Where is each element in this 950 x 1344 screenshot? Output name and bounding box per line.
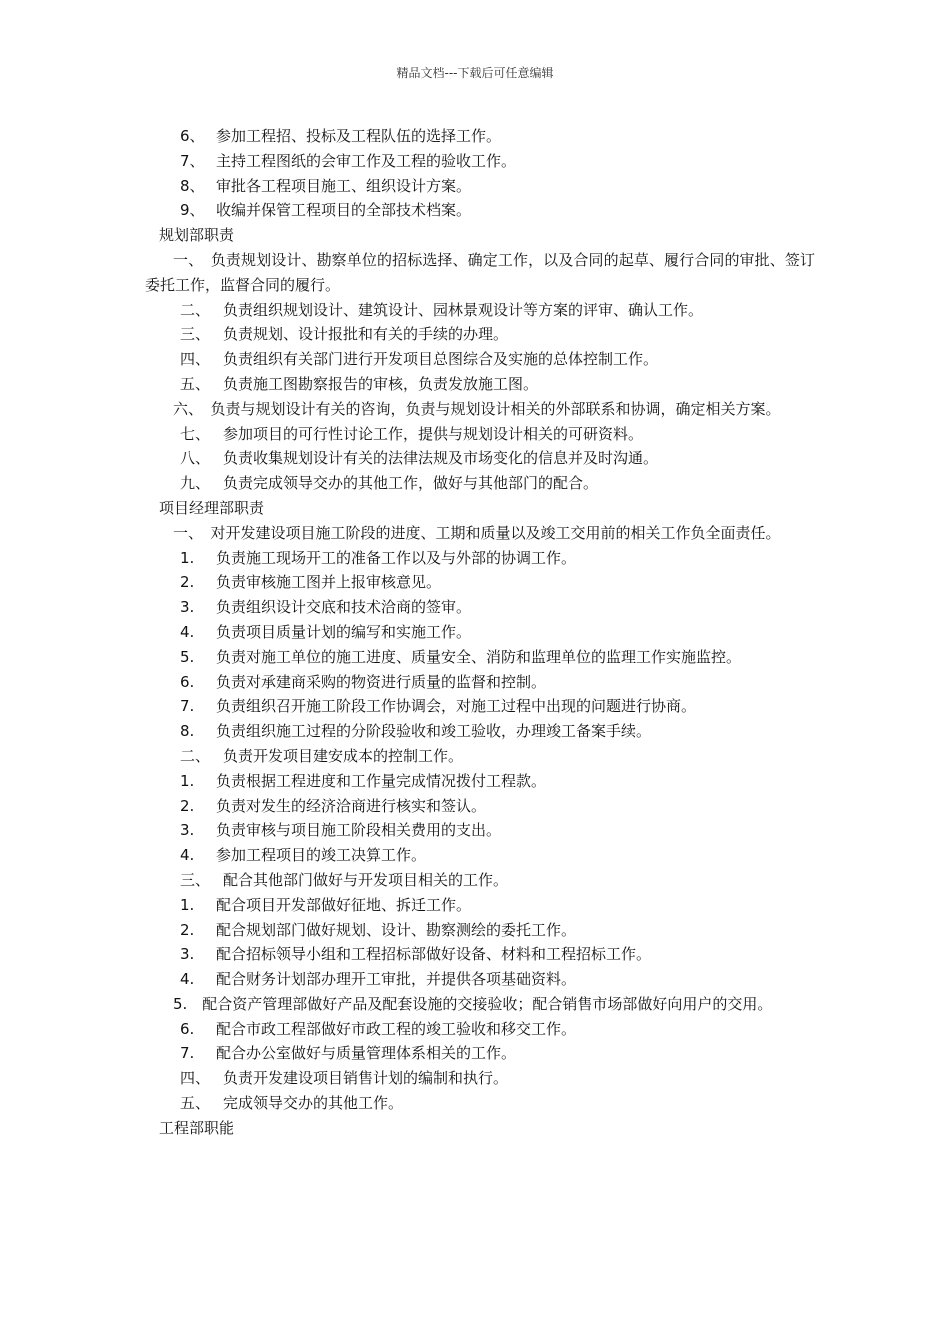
list-item-number: 九、 bbox=[180, 474, 211, 493]
list-item bbox=[145, 694, 815, 719]
list-item-number: 三、 bbox=[180, 870, 211, 889]
list-item bbox=[145, 868, 815, 893]
list-item-text: 负责审核与项目施工阶段相关费用的支出。 bbox=[216, 821, 502, 840]
list-item bbox=[145, 645, 815, 670]
list-item bbox=[145, 843, 815, 868]
list-item-text: 负责组织有关部门进行开发项目总图综合及实施的总体控制工作。 bbox=[223, 350, 659, 369]
list-item bbox=[145, 322, 815, 347]
list-item-number: 3. bbox=[180, 598, 195, 617]
list-item-text: 参加工程招、投标及工程队伍的选择工作。 bbox=[216, 127, 502, 145]
list-item bbox=[145, 372, 815, 397]
paragraph: 5. 配合资产管理部做好产品及配套设施的交接验收；配合销售市场部做好向用户的交用。 bbox=[173, 994, 773, 1013]
list-item-text: 负责组织召开施工阶段工作协调会，对施工过程中出现的问题进行协商。 bbox=[216, 697, 697, 716]
list-item bbox=[145, 298, 815, 323]
list-item-number: 五、 bbox=[180, 1094, 211, 1113]
paragraph: 一、 负责规划设计、勘察单位的招标选择、确定工作，以及合同的起草、履行合同的审批、签订委托工作，监督合同的履行。 bbox=[145, 250, 815, 294]
list-item-number: 9、 bbox=[180, 201, 205, 220]
list-item-text: 配合办公室做好与质量管理体系相关的工作。 bbox=[216, 1044, 517, 1063]
list-item bbox=[145, 446, 815, 471]
list-item-text: 负责开发项目建安成本的控制工作。 bbox=[223, 746, 464, 765]
document-body bbox=[145, 124, 815, 1141]
list-item-number: 五、 bbox=[180, 374, 211, 393]
list-item-text: 审批各工程项目施工、组织设计方案。 bbox=[216, 176, 472, 195]
list-item-text: 负责项目质量计划的编写和实施工作。 bbox=[216, 622, 472, 641]
section-heading: 工程部职能 bbox=[159, 1118, 235, 1137]
list-item bbox=[145, 546, 815, 571]
list-item-text: 负责收集规划设计有关的法律法规及市场变化的信息并及时沟通。 bbox=[223, 449, 659, 468]
list-item-number: 八、 bbox=[180, 449, 211, 468]
list-item bbox=[145, 670, 815, 695]
list-item-number: 8. bbox=[180, 722, 195, 741]
list-item-number: 2. bbox=[180, 796, 195, 815]
list-item-text: 配合财务计划部办理开工审批，并提供各项基础资料。 bbox=[216, 970, 577, 989]
list-item bbox=[145, 918, 815, 943]
list-item-text: 配合市政工程部做好市政工程的竣工验收和移交工作。 bbox=[216, 1019, 577, 1038]
list-item-number: 7. bbox=[180, 697, 195, 716]
list-item-number: 二、 bbox=[180, 746, 211, 765]
list-item-number: 4. bbox=[180, 622, 195, 641]
list-item bbox=[145, 942, 815, 967]
list-item-number: 6、 bbox=[180, 127, 205, 145]
list-item bbox=[145, 967, 815, 992]
list-item-number: 2. bbox=[180, 573, 195, 592]
list-item bbox=[145, 570, 815, 595]
list-item-number: 二、 bbox=[180, 300, 211, 319]
list-item-text: 负责对发生的经济洽商进行核实和签认。 bbox=[216, 796, 487, 815]
list-item-number: 七、 bbox=[180, 424, 211, 443]
list-item bbox=[145, 174, 815, 199]
list-item bbox=[145, 769, 815, 794]
list-item bbox=[145, 794, 815, 819]
list-item bbox=[145, 347, 815, 372]
list-item-text: 完成领导交办的其他工作。 bbox=[223, 1094, 404, 1113]
list-item-number: 四、 bbox=[180, 350, 211, 369]
list-item-text: 负责对施工单位的施工进度、质量安全、消防和监理单位的监理工作实施监控。 bbox=[216, 647, 742, 666]
list-item-text: 负责施工图勘察报告的审核，负责发放施工图。 bbox=[223, 374, 539, 393]
list-item-number: 四、 bbox=[180, 1069, 211, 1088]
list-item-text: 负责组织设计交底和技术洽商的签审。 bbox=[216, 598, 472, 617]
list-item bbox=[145, 818, 815, 843]
list-item-number: 7、 bbox=[180, 151, 205, 170]
list-item bbox=[145, 719, 815, 744]
list-item-number: 8、 bbox=[180, 176, 205, 195]
list-item-text: 配合规划部门做好规划、设计、勘察测绘的委托工作。 bbox=[216, 920, 577, 939]
list-item bbox=[145, 1041, 815, 1066]
paragraph: 一、 对开发建设项目施工阶段的进度、工期和质量以及竣工交用前的相关工作负全面责任。 bbox=[173, 523, 781, 542]
list-item-number: 4. bbox=[180, 846, 195, 865]
list-item-text: 负责组织规划设计、建筑设计、园林景观设计等方案的评审、确认工作。 bbox=[223, 300, 704, 319]
list-item-text: 负责根据工程进度和工作量完成情况拨付工程款。 bbox=[216, 771, 547, 790]
list-item bbox=[145, 1017, 815, 1042]
list-item bbox=[145, 1091, 815, 1116]
list-item-text: 配合招标领导小组和工程招标部做好设备、材料和工程招标工作。 bbox=[216, 945, 652, 964]
list-item bbox=[145, 893, 815, 918]
paragraph: 六、 负责与规划设计有关的咨询，负责与规划设计相关的外部联系和协调，确定相关方案。 bbox=[173, 399, 781, 418]
list-item-number: 7. bbox=[180, 1044, 195, 1063]
list-item-number: 3. bbox=[180, 821, 195, 840]
list-item bbox=[145, 744, 815, 769]
list-item bbox=[145, 198, 815, 223]
list-item-number: 2. bbox=[180, 920, 195, 939]
list-item bbox=[145, 149, 815, 174]
list-item-text: 负责施工现场开工的准备工作以及与外部的协调工作。 bbox=[216, 548, 577, 567]
list-item bbox=[145, 620, 815, 645]
list-item-text: 负责规划、设计报批和有关的手续的办理。 bbox=[223, 325, 509, 344]
list-item-text: 配合其他部门做好与开发项目相关的工作。 bbox=[223, 870, 509, 889]
list-item-text: 负责对承建商采购的物资进行质量的监督和控制。 bbox=[216, 672, 547, 691]
list-item-number: 1. bbox=[180, 771, 195, 790]
list-item bbox=[145, 422, 815, 447]
page-header: 精品文档---下载后可任意编辑 bbox=[396, 66, 554, 80]
section-heading: 规划部职责 bbox=[159, 226, 235, 245]
list-item-number: 1. bbox=[180, 548, 195, 567]
list-item-text: 参加项目的可行性讨论工作，提供与规划设计相关的可研资料。 bbox=[223, 424, 644, 443]
list-item-number: 3. bbox=[180, 945, 195, 964]
list-item-text: 参加工程项目的竣工决算工作。 bbox=[216, 846, 427, 865]
list-item-number: 6. bbox=[180, 672, 195, 691]
section-heading: 项目经理部职责 bbox=[159, 498, 265, 517]
list-item-text: 负责开发建设项目销售计划的编制和执行。 bbox=[223, 1069, 509, 1088]
list-item-number: 5. bbox=[180, 647, 195, 666]
list-item-number: 4. bbox=[180, 970, 195, 989]
list-item bbox=[145, 595, 815, 620]
list-item bbox=[145, 1066, 815, 1091]
list-item bbox=[145, 471, 815, 496]
list-item-text: 主持工程图纸的会审工作及工程的验收工作。 bbox=[216, 151, 517, 170]
list-item-number: 1. bbox=[180, 895, 195, 914]
list-item-text: 负责完成领导交办的其他工作，做好与其他部门的配合。 bbox=[223, 474, 599, 493]
list-item bbox=[145, 124, 815, 149]
list-item-text: 负责审核施工图并上报审核意见。 bbox=[216, 573, 442, 592]
list-item-text: 配合项目开发部做好征地、拆迁工作。 bbox=[216, 895, 472, 914]
list-item-text: 负责组织施工过程的分阶段验收和竣工验收，办理竣工备案手续。 bbox=[216, 722, 652, 741]
list-item-number: 6. bbox=[180, 1019, 195, 1038]
list-item-text: 收编并保管工程项目的全部技术档案。 bbox=[216, 201, 472, 220]
list-item-number: 三、 bbox=[180, 325, 211, 344]
